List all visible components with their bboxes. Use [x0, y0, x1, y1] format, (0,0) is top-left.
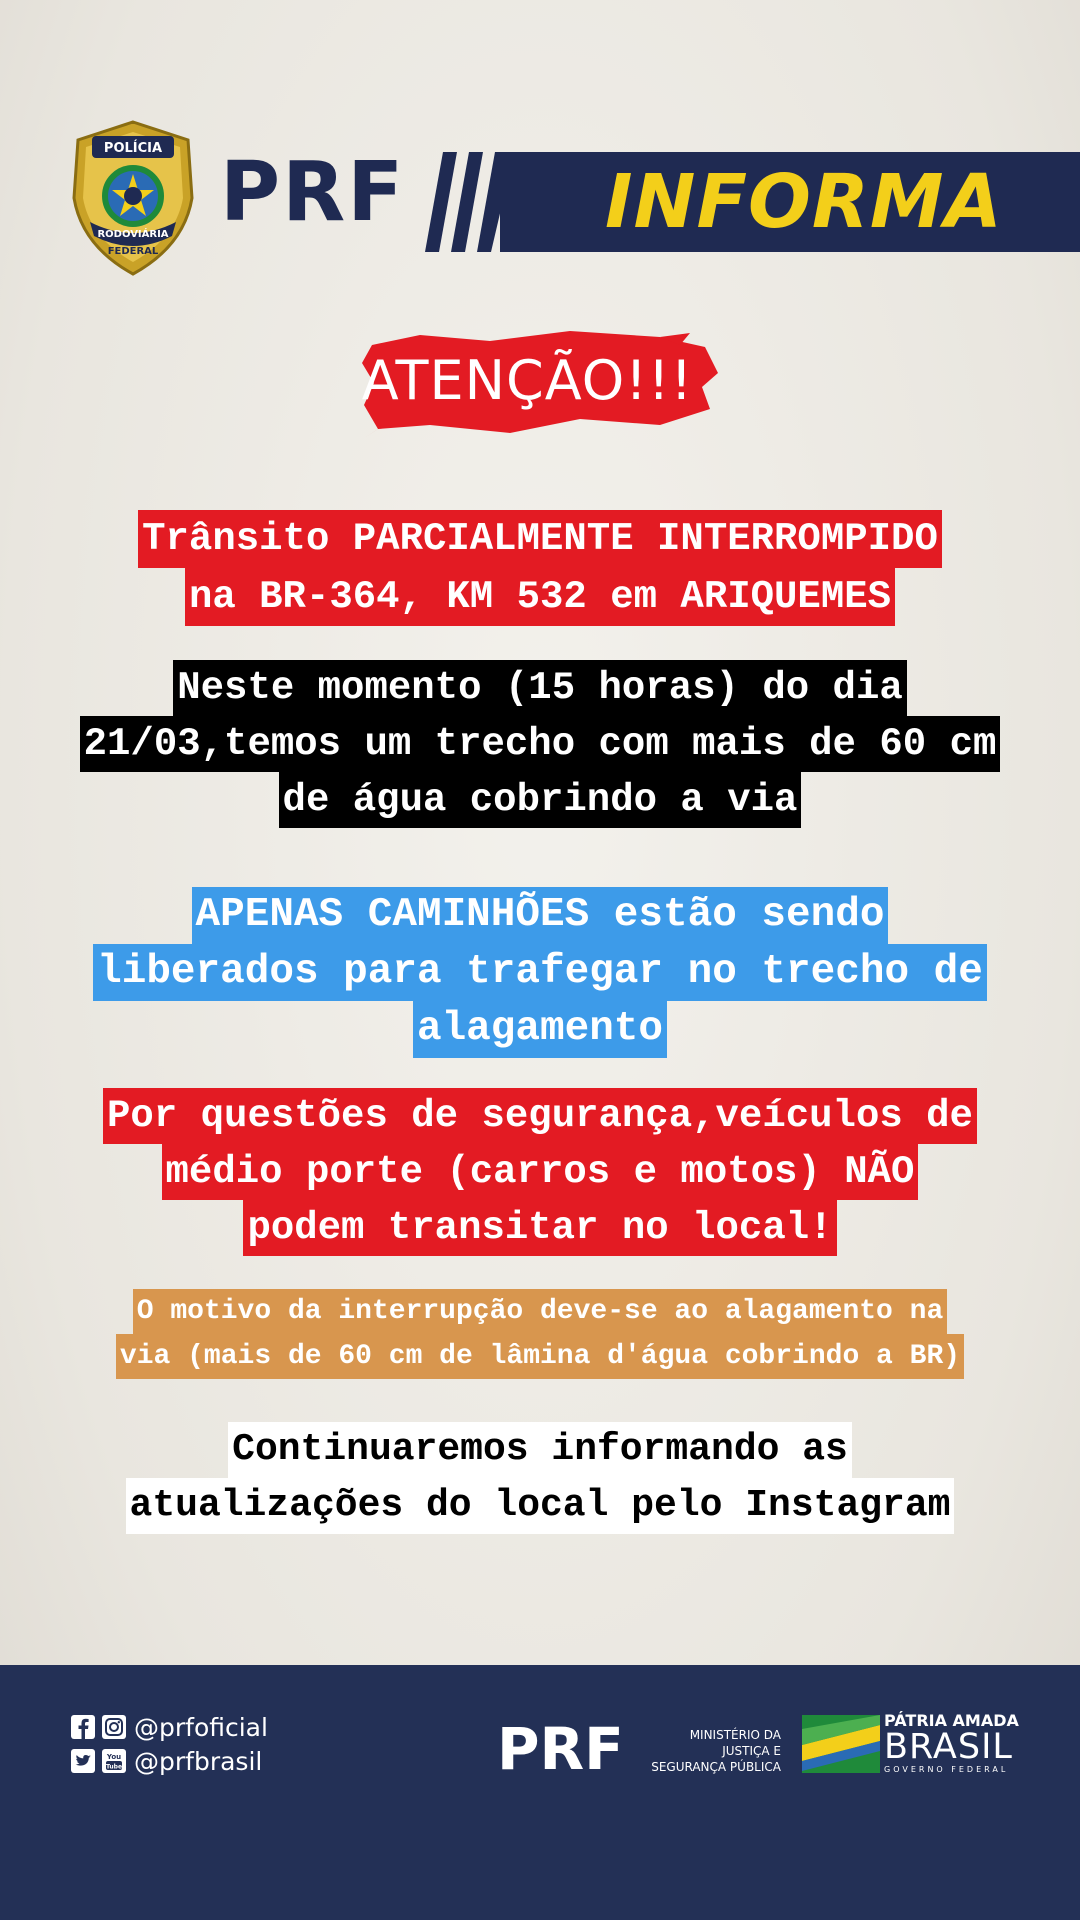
ministry-line: JUSTIÇA E — [722, 1744, 781, 1758]
svg-text:POLÍCIA: POLÍCIA — [103, 141, 163, 156]
reason-line: via (mais de 60 cm de lâmina d'água cobrindo a BR) — [116, 1334, 964, 1379]
trucks-notice — [0, 887, 1080, 1058]
reason-notice — [0, 1289, 1080, 1379]
status-line: de água cobrindo a via — [279, 772, 802, 828]
updates-notice — [0, 1422, 1080, 1534]
attention-label: ATENÇÃO!!! — [361, 348, 694, 412]
prf-title: PRF — [220, 145, 406, 240]
brasil-word: BRASIL — [884, 1727, 1013, 1767]
instagram-icon[interactable] — [101, 1714, 127, 1740]
status-line: Neste momento (15 horas) do dia — [173, 660, 907, 716]
transit-line: Trânsito PARCIALMENTE INTERROMPIDO — [138, 510, 942, 568]
svg-text:FEDERAL: FEDERAL — [107, 246, 159, 257]
trucks-line: liberados para trafegar no trecho de — [93, 944, 987, 1001]
prf-badge-logo — [66, 118, 200, 278]
twitter-icon[interactable] — [70, 1748, 96, 1774]
footer-prf-logo: PRF — [497, 1715, 624, 1783]
informa-text: INFORMA — [605, 159, 1003, 245]
status-line: 21/03,temos um trecho com mais de 60 cm — [80, 716, 1001, 772]
youtube-icon[interactable] — [101, 1748, 127, 1774]
safety-notice — [0, 1088, 1080, 1256]
footer — [0, 1665, 1080, 1920]
svg-text:You: You — [106, 1753, 122, 1761]
governo-line: GOVERNO FEDERAL — [884, 1765, 1009, 1774]
safety-line: médio porte (carros e motos) NÃO — [162, 1144, 919, 1200]
svg-text:Tube: Tube — [105, 1763, 123, 1771]
reason-line: O motivo da interrupção deve-se ao alagamento na — [133, 1289, 948, 1334]
ministry-line: MINISTÉRIO DA — [689, 1728, 781, 1742]
facebook-icon[interactable] — [70, 1714, 96, 1740]
brazil-flag-icon — [802, 1715, 880, 1773]
slash-decoration — [425, 152, 505, 252]
header — [0, 110, 1080, 290]
trucks-line: alagamento — [413, 1001, 667, 1058]
informa-banner — [500, 152, 1080, 252]
trucks-line: APENAS CAMINHÕES estão sendo — [192, 887, 889, 944]
transit-notice — [0, 510, 1080, 626]
safety-line: Por questões de segurança,veículos de — [103, 1088, 977, 1144]
instagram-handle[interactable]: @prfoficial — [134, 1712, 268, 1742]
social-row[interactable] — [70, 1744, 268, 1778]
attention-stamp — [360, 325, 725, 445]
svg-text:RODOVIÁRIA: RODOVIÁRIA — [97, 229, 169, 240]
ministry-line: SEGURANÇA PÚBLICA — [651, 1760, 781, 1774]
patria-amada-logo — [884, 1712, 1019, 1776]
ministry-label — [635, 1727, 781, 1775]
social-links — [70, 1710, 268, 1778]
youtube-handle[interactable]: @prfbrasil — [134, 1746, 263, 1776]
social-row[interactable] — [70, 1710, 268, 1744]
safety-line: podem transitar no local! — [243, 1200, 836, 1256]
transit-line: na BR-364, KM 532 em ARIQUEMES — [185, 568, 895, 626]
patria-line: PÁTRIA AMADA — [884, 1711, 1019, 1730]
updates-line: atualizações do local pelo Instagram — [126, 1478, 955, 1534]
current-status — [0, 660, 1080, 828]
updates-line: Continuaremos informando as — [228, 1422, 852, 1478]
